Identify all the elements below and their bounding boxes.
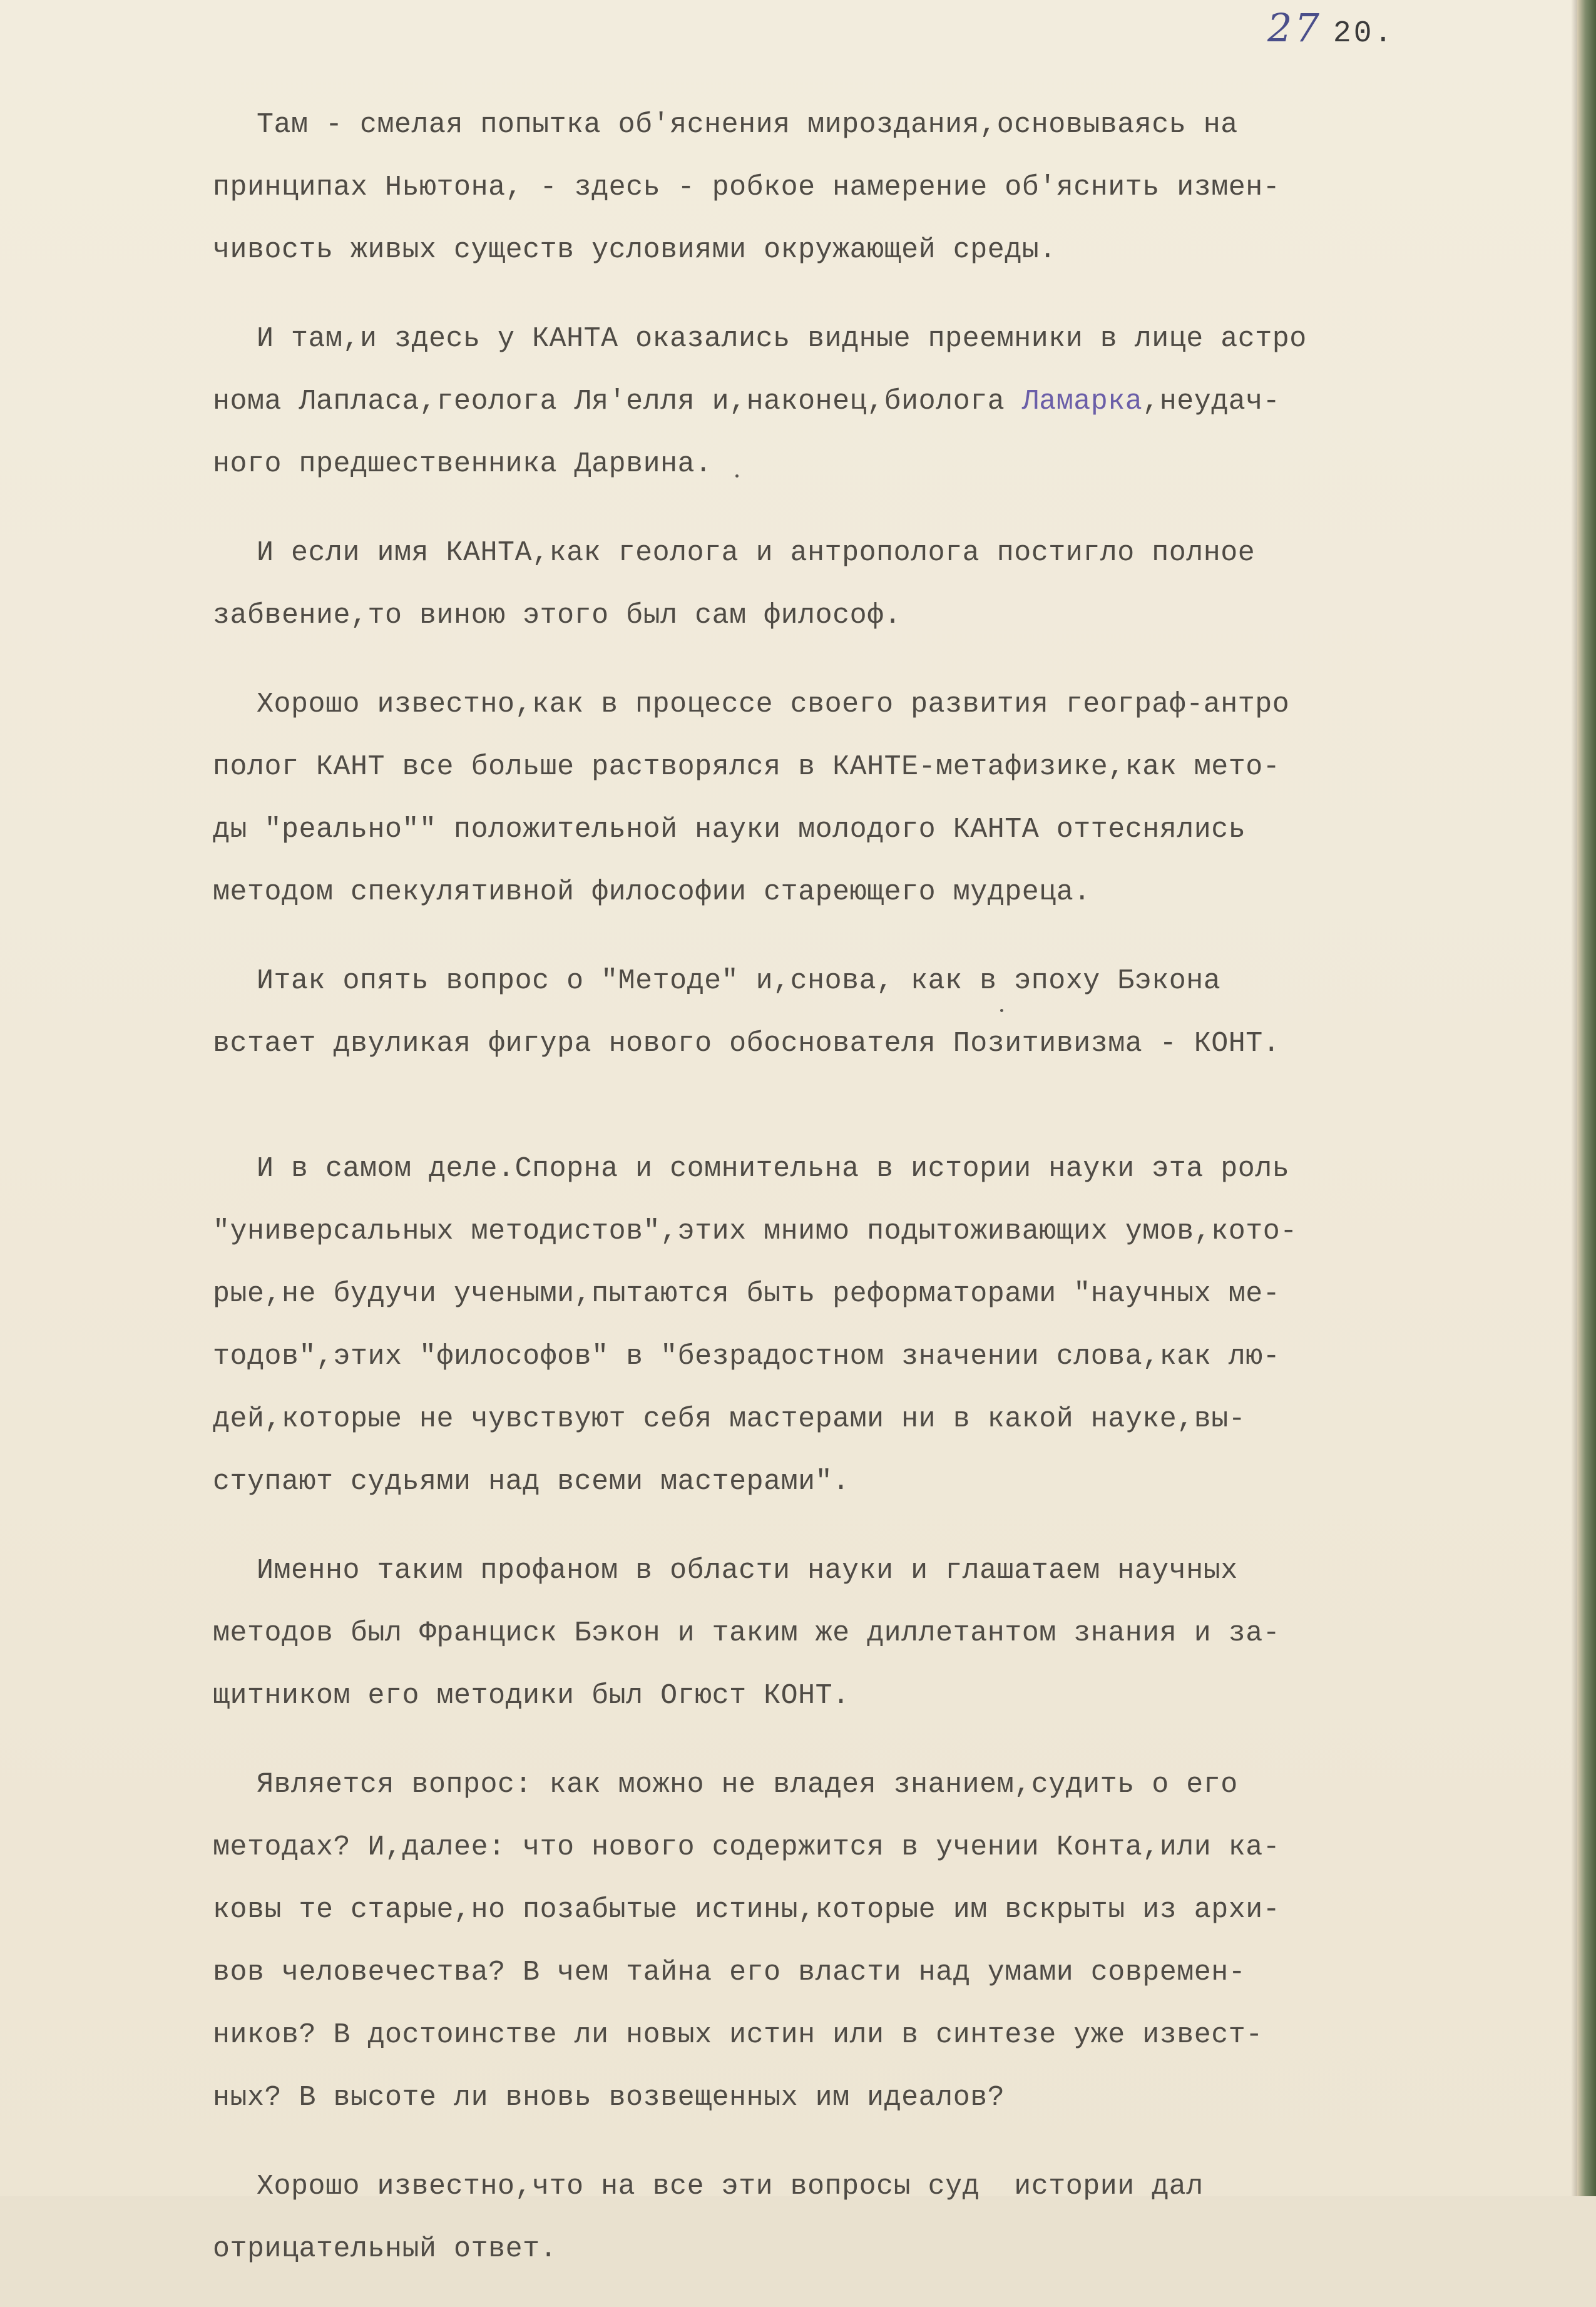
paragraph-6 xyxy=(213,1138,1552,1513)
text-line: отрицательный ответ. xyxy=(213,2233,558,2265)
text-line: ступают судьями над всеми мастерами". xyxy=(213,1466,850,1498)
text-line: щитником его методики был Огюст КОНТ. xyxy=(213,1680,850,1712)
ink-corrected-word: Ламарка xyxy=(1021,386,1143,417)
paragraph-3 xyxy=(213,522,1552,647)
text-line: Там - смелая попытка об'яснения мироздания,основываясь на xyxy=(257,109,1238,141)
text-line: встает двуликая фигура нового обоснователя Позитивизма - КОНТ. xyxy=(213,1028,1281,1060)
text-line: методов был Франциск Бэкон и таким же диллетантом знания и за- xyxy=(213,1617,1281,1649)
text-line: принципах Ньютона, - здесь - робкое намерение об'яснить измен- xyxy=(213,171,1281,203)
text-line: ных? В высоте ли вновь возвещенных им идеалов? xyxy=(213,2082,1005,2114)
page-number xyxy=(1267,5,1394,51)
text-line: вов человечества? В чем тайна его власти над умами современ- xyxy=(213,1957,1246,1988)
text-fragment: нома Лапласа,геолога Ля'елля и,наконец,биолога xyxy=(213,386,1022,417)
paragraph-7 xyxy=(213,1540,1552,1727)
text-line: Итак опять вопрос о "Методе" и,снова, как в эпоху Бэкона xyxy=(257,965,1221,997)
text-line: чивость живых существ условиями окружающей среды. xyxy=(213,234,1056,266)
text-line: методом спекулятивной философии стареющего мудреца. xyxy=(213,876,1091,908)
text-line: Хорошо известно,как в процессе своего развития географ-антро xyxy=(257,688,1290,720)
paragraph-9 xyxy=(213,2156,1552,2281)
text-line: Является вопрос: как можно не владея знанием,судить о его xyxy=(257,1769,1238,1801)
text-line: Именно таким профаном в области науки и глашатаем научных xyxy=(257,1555,1238,1587)
text-line: ников? В достоинстве ли новых истин или в синтезе уже извест- xyxy=(213,2019,1263,2051)
text-line: тодов",этих "философов" в "безрадостном значении слова,как лю- xyxy=(213,1341,1281,1373)
text-line: И если имя КАНТА,как геолога и антрополога постигло полное xyxy=(257,537,1256,569)
page-edge xyxy=(1577,0,1596,2196)
text-line-with-ink-correction xyxy=(213,371,1552,433)
text-line: рые,не будучи учеными,пытаются быть реформаторами "научных ме- xyxy=(213,1278,1281,1310)
paragraph-2 xyxy=(213,308,1552,496)
page-number-typed: 20. xyxy=(1333,17,1395,51)
text-line: ды "реально"" положительной науки молодого КАНТА оттеснялись xyxy=(213,814,1246,846)
text-line: И там,и здесь у КАНТА оказались видные преемники в лице астро xyxy=(257,323,1307,355)
text-line: методах? И,далее: что нового содержится в учении Конта,или ка- xyxy=(213,1831,1281,1863)
paper-speck xyxy=(735,474,739,478)
text-fragment: ,неудач- xyxy=(1142,386,1281,417)
page-number-handwritten: 27 xyxy=(1267,5,1322,51)
page-edge-shadow xyxy=(1571,0,1577,2196)
text-line: дей,которые не чувствуют себя мастерами ни в какой науке,вы- xyxy=(213,1403,1246,1435)
paragraph-1 xyxy=(213,94,1552,282)
typed-text-body xyxy=(213,94,1552,2307)
text-line: ковы те старые,но позабытые истины,которые им вскрыты из архи- xyxy=(213,1894,1281,1926)
text-line: И в самом деле.Спорна и сомнительна в истории науки эта роль xyxy=(257,1153,1290,1185)
text-line: полог КАНТ все больше растворялся в КАНТЕ-метафизике,как мето- xyxy=(213,751,1281,783)
text-line: забвение,то виною этого был сам философ. xyxy=(213,600,902,632)
paragraph-5 xyxy=(213,950,1552,1075)
text-line: "универсальных методистов",этих мнимо подытоживающих умов,кото- xyxy=(213,1215,1297,1247)
paragraph-8 xyxy=(213,1754,1552,2129)
paper-speck xyxy=(1000,1009,1003,1012)
paragraph-4 xyxy=(213,673,1552,924)
text-line: ного предшественника Дарвина. xyxy=(213,448,712,480)
text-line: Хорошо известно,что на все эти вопросы суд истории дал xyxy=(257,2171,1204,2202)
